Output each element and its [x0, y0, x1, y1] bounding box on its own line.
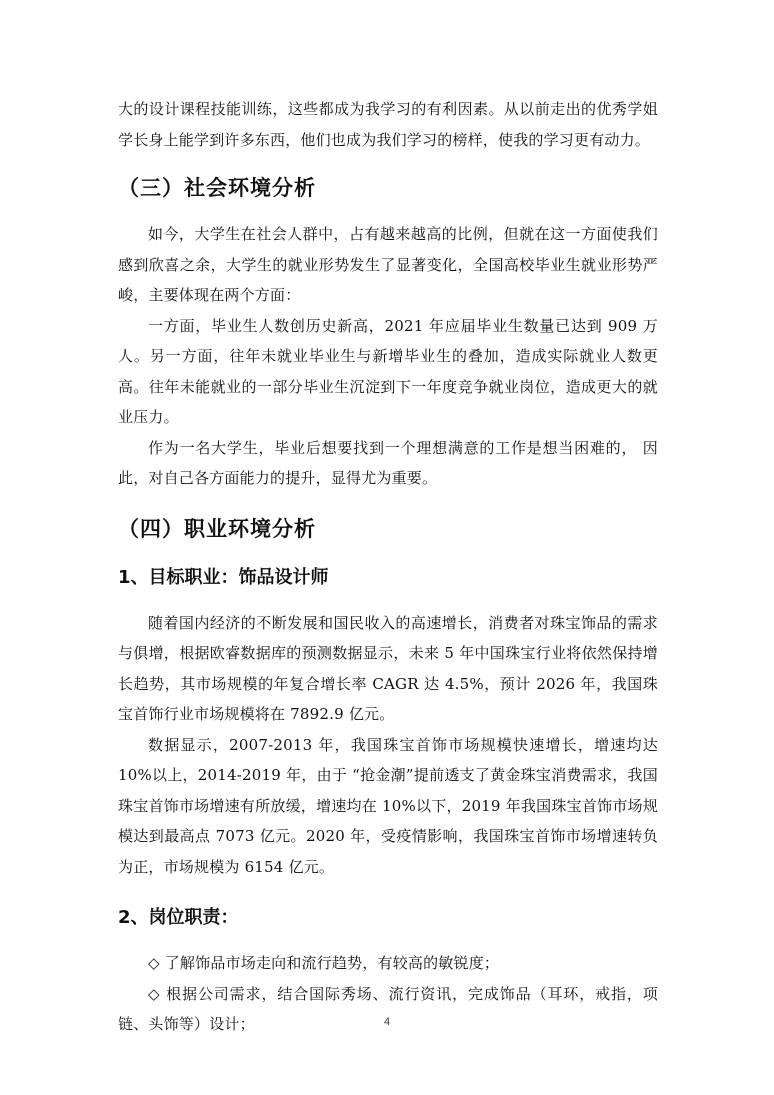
paragraph: 作为一名大学生，毕业后想要找到一个理想满意的工作是想当困难的， 因此，对自己各方面能力的提升，显得尤为重要。 [118, 438, 658, 487]
diamond-bullet-icon: ◇ [148, 954, 160, 972]
subsection-heading-job-duties: 2、岗位职责： [118, 907, 239, 928]
paragraph: 数据显示，2007-2013 年，我国珠宝首饰市场规模快速增长，增速均达 10%以上，2014-2019 年，由于 “抢金潮”提前透支了黄金珠宝消费需求，我国珠宝首饰市场增速有所放缓，增速均在 10%以下，2019 年我国珠宝首饰市场规模达到最高点 7073 亿元。2020 年，受疫情影响，我国珠宝首饰市场增速转负为正，市场规模为 6154 亿元。 [118, 735, 658, 876]
list-item-text: 了解饰品市场走向和流行趋势，有较高的敏锐度； [164, 954, 500, 972]
subsection-heading-target-career: 1、目标职业：饰品设计师 [118, 566, 329, 588]
paragraph: 一方面，毕业生人数创历史新高，2021 年应届毕业生数量已达到 909 万人。另一方面，往年未就业毕业生与新增毕业生的叠加，造成实际就业人数更高。往年未能就业的一部分毕业生沉淀到下一年度竞争就业岗位，造成更大的就业压力。 [118, 316, 658, 426]
diamond-bullet-icon: ◇ [148, 984, 161, 1003]
paragraph: 如今，大学生在社会人群中，占有越来越高的比例，但就在这一方面使我们感到欣喜之余，大学生的就业形势发生了显著变化，全国高校毕业生就业形势严峻，主要体现在两个方面： [118, 225, 658, 304]
intro-paragraph: 大的设计课程技能训练，这些都成为我学习的有利因素。从以前走出的优秀学姐学长身上能学到许多东西，他们也成为我们学习的榜样，使我的学习更有动力。 [118, 100, 658, 149]
page-content [118, 94, 658, 1040]
page-number: 4 [383, 1016, 391, 1028]
section-heading-career-environment: （四）职业环境分析 [118, 516, 316, 541]
list-item-text: 根据公司需求，结合国际秀场、流行资讯，完成饰品（耳环，戒指，项链、头饰等）设计； [118, 984, 658, 1033]
section-heading-social-environment: （三）社会环境分析 [118, 176, 316, 200]
list-item [118, 979, 658, 1040]
list-item [118, 948, 658, 979]
paragraph: 随着国内经济的不断发展和国民收入的高速增长，消费者对珠宝饰品的需求与俱增，根据欧睿数据库的预测数据显示，未来 5 年中国珠宝行业将依然保持增长趋势，其市场规模的年复合增长率 CAGR 达 4.5%，预计 2026 年，我国珠宝首饰行业市场规模将在 7892.9 亿元。 [118, 613, 658, 723]
